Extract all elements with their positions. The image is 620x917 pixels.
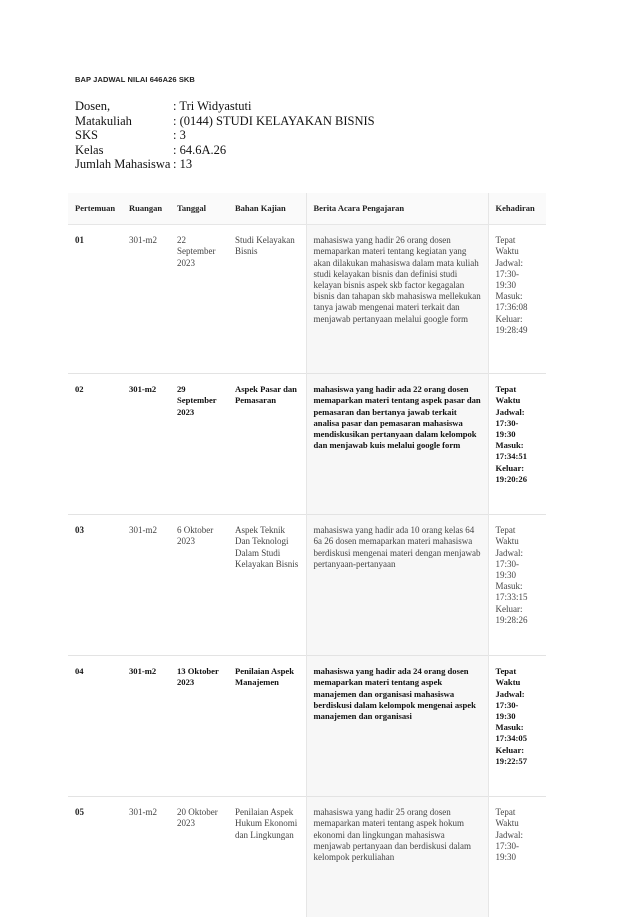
course-info-label: SKS [75,128,98,143]
course-info-row [75,143,375,158]
header-tanggal: Tanggal [170,193,228,225]
attendance-line: Keluar: [495,462,525,473]
meeting-number-cell: 03 [68,515,122,656]
document-title: BAP JADWAL NILAI 646A26 SKB [75,75,195,84]
attendance-line: Waktu [495,395,521,406]
attendance-line: 19:28:49 [495,324,528,335]
course-info-label: Dosen, [75,99,111,113]
attendance-line: 17:30- [495,417,519,428]
attendance-line: Masuk: [495,722,524,733]
attendance-line: 17:30- [495,558,519,569]
table-row [68,225,546,374]
attendance-line: 19:22:57 [495,755,528,766]
table-row [68,797,546,917]
topic-cell: Aspek Pasar dan Pemasaran [228,374,306,515]
course-info-label: Matakuliah [75,113,132,128]
attendance-line: 17:30- [495,699,519,710]
attendance-cell [488,374,546,515]
attendance-line: Waktu [495,536,519,547]
meeting-number-cell: 02 [68,374,122,515]
attendance-line: Jadwal: [495,547,523,558]
attendance-table [68,193,546,917]
date-cell: 29 September 2023 [170,374,228,515]
attendance-line: Masuk: [495,581,523,592]
topic-cell: Aspek Teknik Dan Teknologi Dalam Studi Kelayakan Bisnis [228,515,306,656]
attendance-line: 17:34:51 [495,451,528,462]
attendance-line: 17:34:05 [495,733,528,744]
course-info-row [75,99,375,114]
report-cell: mahasiswa yang hadir 26 orang dosen memaparkan materi tentang kegiatan yang akan dilakukan mahasiswa dalam mata kuliah studi kelayakan bisnis dan definisi studi kelayan bisnis aspek skb factor kegagalan bisnis dan tahapan skb mahasiswa mellekukan tanya jawab mengenai materi terkait dan menjawab pertanyaan melalui google form [306,225,488,374]
date-cell: 6 Oktober 2023 [170,515,228,656]
attendance-line: 19:28:26 [495,614,528,625]
attendance-line: 17:30- [495,840,519,851]
date-cell: 22 September 2023 [170,225,228,374]
attendance-line: 19:20:26 [495,473,528,484]
attendance-line: 17:33:15 [495,592,528,603]
attendance-line: 19:30 [495,429,516,440]
room-cell: 301-m2 [122,797,170,917]
report-cell: mahasiswa yang hadir ada 10 orang kelas 64 6a 26 dosen memaparkan materi mahasiswa berdiskusi mengenai materi dengan menjawab pertanyaan-pertanyaan [306,515,488,656]
attendance-cell [488,225,546,374]
attendance-line: Keluar: [495,603,523,614]
course-info-row [75,114,375,129]
attendance-line: Masuk: [495,440,524,451]
course-info-row [75,128,375,143]
header-pertemuan: Pertemuan [68,193,122,225]
attendance-line: 19:30 [495,570,517,581]
attendance-line: Tepat [495,807,516,818]
table-header-row [68,193,546,225]
attendance-cell [488,515,546,656]
course-info-value: : Tri Widyastuti [173,99,252,113]
topic-cell: Penilaian Aspek Hukum Ekonomi dan Lingkungan [228,797,306,917]
attendance-table-container [68,193,546,917]
room-cell: 301-m2 [122,656,170,797]
date-cell: 13 Oktober 2023 [170,656,228,797]
attendance-line: 17:36:08 [495,302,528,313]
attendance-cell [488,797,546,917]
header-berita-acara: Berita Acara Pengajaran [306,193,488,225]
attendance-line: Masuk: [495,291,523,302]
meeting-number-cell: 04 [68,656,122,797]
attendance-line: Jadwal: [495,829,523,840]
attendance-line: Waktu [495,818,519,829]
course-info-label: Jumlah Mahasiswa [75,157,171,172]
meeting-number-cell: 01 [68,225,122,374]
attendance-line: Tepat [495,235,516,246]
attendance-line: Jadwal: [495,688,525,699]
header-ruangan: Ruangan [122,193,170,225]
attendance-line: Waktu [495,677,521,688]
attendance-line: Tepat [495,666,517,677]
report-cell: mahasiswa yang hadir ada 22 orang dosen memaparkan materi tentang aspek pasar dan pemasaran dan bertanya jawab terkait analisa pasar dan pemasaran mahasiswa mendiskusikan pertanyaan dalam kelompok dan menjawab kuis melalui google form [306,374,488,515]
room-cell: 301-m2 [122,374,170,515]
room-cell: 301-m2 [122,515,170,656]
attendance-line: 17:30- [495,268,519,279]
course-info-value: : 13 [173,157,193,172]
room-cell: 301-m2 [122,225,170,374]
attendance-line: 19:30 [495,280,517,291]
attendance-line: Keluar: [495,313,523,324]
report-cell: mahasiswa yang hadir 25 orang dosen memaparkan materi tentang aspek hokum ekonomi dan lingkungan mahasiswa menjawab pertanyaan dan berdiskusi dalam kelompok perkuliahan [306,797,488,917]
course-info-value: : 3 [173,128,186,143]
course-info-value: : 64.6A.26 [173,142,227,157]
header-kehadiran: Kehadiran [488,193,546,225]
meeting-number-cell: 05 [68,797,122,917]
attendance-line: Jadwal: [495,406,525,417]
attendance-cell [488,656,546,797]
course-info-label: Kelas [75,142,104,157]
attendance-line: Waktu [495,246,519,257]
attendance-line: Keluar: [495,744,525,755]
course-info-row [75,157,375,172]
topic-cell: Penilaian Aspek Manajemen [228,656,306,797]
attendance-line: 19:30 [495,852,517,863]
table-row [68,374,546,515]
attendance-line: Tepat [495,525,516,536]
header-bahan-kajian: Bahan Kajian [228,193,306,225]
report-cell: mahasiswa yang hadir ada 24 orang dosen memaparkan materi tentang aspek manajemen dan organisasi mahasiswa berdiskusi dalam kelompok mengenai aspek manajemen dan organisasi [306,656,488,797]
course-info-value: : (0144) STUDI KELAYAKAN BISNIS [173,113,375,128]
date-cell: 20 Oktober 2023 [170,797,228,917]
attendance-line: 19:30 [495,711,516,722]
topic-cell: Studi Kelayakan Bisnis [228,225,306,374]
table-row [68,656,546,797]
attendance-line: Tepat [495,384,517,395]
attendance-line: Jadwal: [495,257,523,268]
table-row [68,515,546,656]
course-info [75,99,375,172]
